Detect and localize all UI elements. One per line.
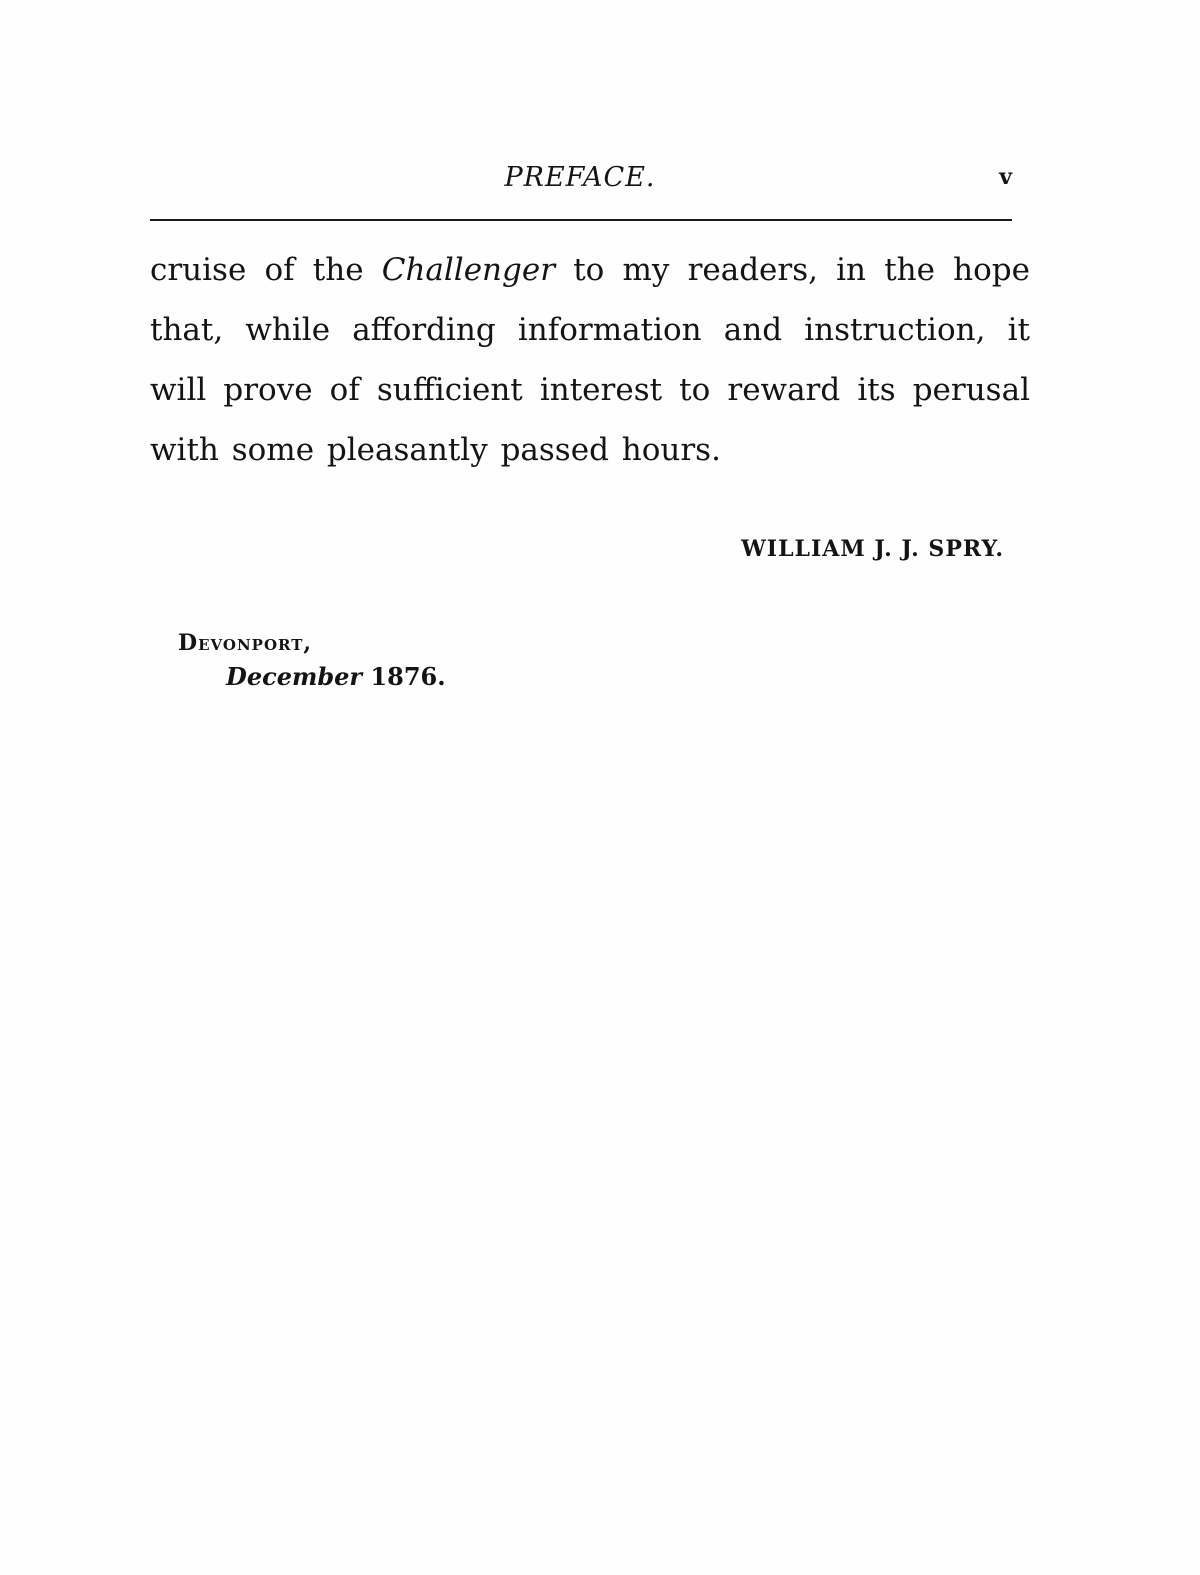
word: it	[1007, 312, 1030, 348]
author-signature: WILLIAM J. J. SPRY.	[741, 536, 1004, 562]
date-month: December	[226, 662, 363, 691]
word: interest	[539, 372, 663, 408]
place-name: Devonport,	[178, 630, 313, 656]
text-line-4	[150, 420, 1030, 480]
word: my	[622, 252, 670, 288]
word: in	[836, 252, 867, 288]
dateline	[178, 630, 446, 691]
word: of	[329, 372, 360, 408]
word: sufficient	[376, 372, 523, 408]
word: readers,	[687, 252, 818, 288]
word: to	[573, 252, 605, 288]
word: prove	[223, 372, 313, 408]
word: hope	[953, 252, 1030, 288]
word: of	[264, 252, 295, 288]
running-head	[150, 162, 1010, 202]
word: perusal	[912, 372, 1030, 408]
text-line-2	[150, 300, 1030, 360]
ship-name: Challenger	[381, 252, 556, 288]
word: to	[679, 372, 711, 408]
word: instruction,	[804, 312, 986, 348]
word: information	[517, 312, 702, 348]
text-line-3	[150, 360, 1030, 420]
date-year: 1876.	[370, 662, 446, 691]
date	[226, 662, 446, 691]
word: will	[150, 372, 207, 408]
word: the	[312, 252, 364, 288]
text-line-1	[150, 240, 1030, 300]
word: affording	[352, 312, 496, 348]
header-rule	[150, 219, 1012, 221]
page-number: v	[999, 164, 1012, 190]
word: reward	[727, 372, 841, 408]
word: and	[723, 312, 783, 348]
word: that,	[150, 312, 224, 348]
word: while	[245, 312, 331, 348]
preface-text	[150, 240, 1030, 480]
word: cruise	[150, 252, 247, 288]
word: the	[884, 252, 935, 288]
word: its	[857, 372, 896, 408]
running-title: PREFACE.	[504, 162, 656, 193]
last-line-text: with some pleasantly passed hours.	[150, 432, 721, 468]
